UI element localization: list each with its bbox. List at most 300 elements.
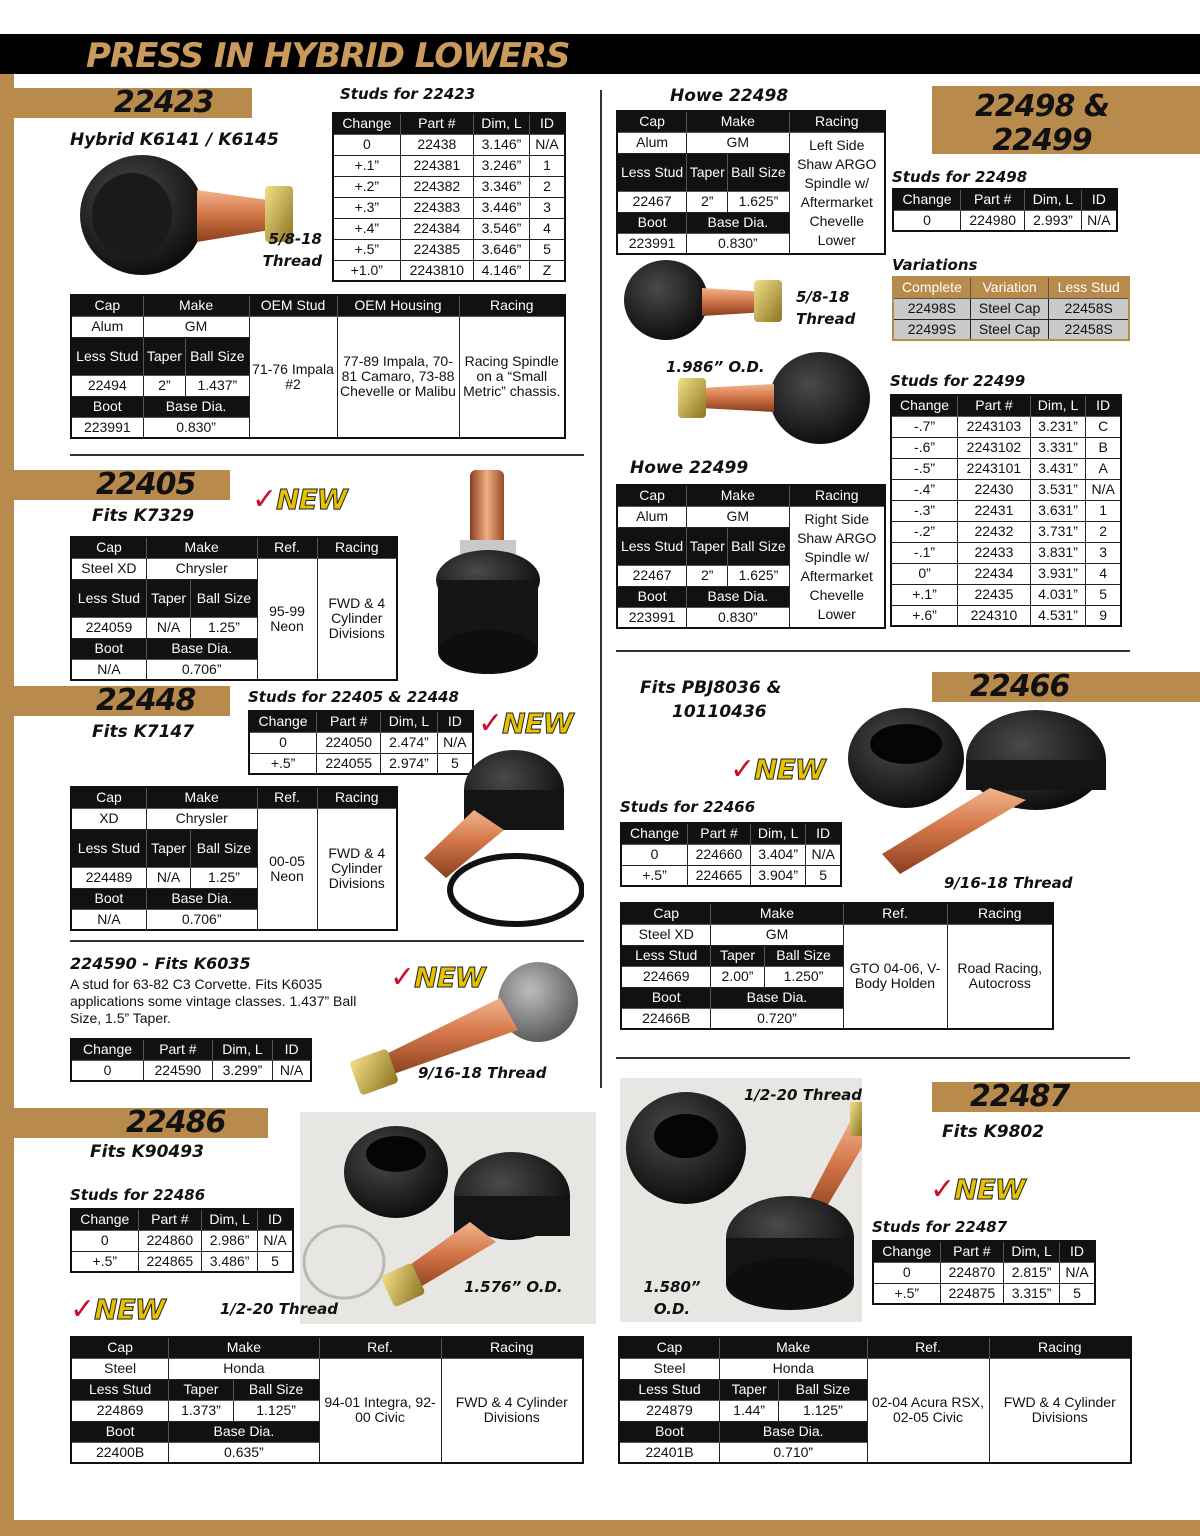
table-cell: 2.986” (202, 1230, 258, 1251)
product-fits: Fits K7147 (92, 722, 195, 742)
thread-label: 9/16-18 Thread (418, 1064, 547, 1082)
table-cell: 1.44” (719, 1400, 778, 1421)
table-cell: 3.231” (1030, 416, 1086, 437)
table-cell: 5 (529, 239, 565, 260)
col-header: Base Dia. (169, 1421, 319, 1442)
col-header: Variation (970, 277, 1049, 298)
table-cell: -.4” (891, 479, 958, 500)
spec-table-22486 (70, 1336, 584, 1464)
col-header: Ball Size (728, 527, 789, 565)
col-header: Change (71, 1039, 144, 1060)
col-header: Base Dia. (687, 586, 789, 607)
col-header: Taper (146, 829, 191, 867)
col-header: Ball Size (186, 337, 249, 375)
table-cell: 1.625” (728, 565, 789, 586)
table-cell: -.5” (891, 458, 958, 479)
col-header: Part # (144, 1039, 213, 1060)
product-number: 22486 (126, 1105, 226, 1140)
col-header: Cap (617, 111, 687, 132)
studs-table-22466 (620, 822, 842, 887)
table-cell: +.5” (621, 865, 687, 886)
table-cell: 3.731” (1030, 521, 1086, 542)
table-cell: 3.331” (1030, 437, 1086, 458)
col-header: Ref. (257, 537, 317, 558)
table-cell: 223991 (71, 417, 143, 438)
table-cell: 1.25” (191, 867, 257, 888)
product-number: 22487 (970, 1079, 1070, 1114)
col-header: Dim, L (381, 711, 437, 732)
thread-size: 5/8-18 (268, 230, 322, 248)
section-divider (616, 650, 1130, 652)
table-cell: 223991 (617, 233, 687, 254)
new-text: NEW (954, 1173, 1025, 1206)
racing-cell: FWD & 4 Cylinder Divisions (317, 558, 397, 680)
table-cell: 22466B (621, 1008, 711, 1029)
studs-table-22499 (890, 394, 1122, 627)
col-header: Make (169, 1337, 319, 1358)
section-divider (70, 940, 584, 942)
col-header: Racing (317, 787, 397, 808)
col-header: Less Stud (619, 1379, 719, 1400)
table-cell: 3.446” (473, 197, 529, 218)
table-cell: 2.474” (381, 732, 437, 753)
table-cell: 1.25” (191, 617, 257, 638)
table-cell: N/A (437, 732, 473, 753)
table-cell: 0.706” (146, 909, 257, 930)
table-cell: 224384 (400, 218, 473, 239)
table-cell: 3.646” (473, 239, 529, 260)
new-text: NEW (414, 961, 485, 994)
col-header: Cap (71, 787, 146, 808)
table-cell: 4.031” (1030, 584, 1086, 605)
ball-joint-image-22499 (670, 350, 880, 450)
col-header: Make (143, 295, 249, 316)
ball-joint-image-22405 (420, 470, 550, 680)
col-header: Dim, L (1004, 1241, 1060, 1262)
ref-cell: 94-01 Integra, 92-00 Civic (319, 1358, 441, 1463)
product-description: A stud for 63-82 C3 Corvette. Fits K6035 applications some vintage classes. 1.437” Ball Size, 1.5” Taper. (70, 976, 357, 1026)
col-header: ID (273, 1039, 311, 1060)
col-header: Ball Size (191, 579, 257, 617)
studs-title: Studs for 22423 (340, 85, 476, 103)
product-fits: Fits K9802 (942, 1122, 1045, 1142)
section-divider (70, 454, 584, 456)
table-cell: 3.146” (473, 134, 529, 155)
table-cell: 3.904” (750, 865, 805, 886)
table-cell: N/A (258, 1230, 293, 1251)
table-cell: 22434 (958, 563, 1031, 584)
ball-joint-image-22498 (618, 258, 798, 348)
howe-title: Howe 22499 (630, 458, 749, 478)
table-cell: 2” (143, 375, 186, 396)
studs-title: Studs for 22487 (872, 1218, 1008, 1236)
table-cell: 3.546” (473, 218, 529, 239)
table-cell: N/A (146, 867, 191, 888)
col-header: Boot (617, 586, 687, 607)
table-cell: Steel (71, 1358, 169, 1379)
table-cell: N/A (273, 1060, 311, 1081)
racing-cell: Left Side Shaw ARGO Spindle w/ Aftermarket Chevelle Lower (789, 132, 885, 254)
table-cell: +.5” (333, 239, 400, 260)
table-cell: 3 (1086, 542, 1121, 563)
table-cell: 2.974” (381, 753, 437, 774)
table-cell: 3.346” (473, 176, 529, 197)
table-cell: 224865 (138, 1251, 202, 1272)
table-cell: 22433 (958, 542, 1031, 563)
studs-title: Studs for 22466 (620, 798, 756, 816)
table-cell: 1 (1086, 500, 1121, 521)
table-cell: 0.706” (146, 659, 257, 680)
product-number-box (14, 467, 230, 502)
thread-label (260, 228, 322, 272)
col-header: Complete (893, 277, 970, 298)
table-cell: 9 (1086, 605, 1121, 626)
od-label: 1.576” O.D. (464, 1278, 563, 1296)
col-header: Boot (71, 638, 146, 659)
table-cell: 22467 (617, 565, 687, 586)
table-cell: 224381 (400, 155, 473, 176)
table-cell: 3.299” (212, 1060, 272, 1081)
table-cell: 224669 (621, 966, 711, 987)
col-header: Ref. (867, 1337, 989, 1358)
table-cell: -.3” (891, 500, 958, 521)
col-header: Dim, L (473, 113, 529, 134)
table-cell: 22432 (958, 521, 1031, 542)
spec-table-22499 (616, 484, 886, 629)
new-badge: ✓NEW (930, 1172, 1025, 1207)
product-fits: Fits K90493 (90, 1142, 204, 1162)
col-header: Base Dia. (143, 396, 249, 417)
table-cell: Honda (169, 1358, 319, 1379)
table-cell: 22400B (71, 1442, 169, 1463)
new-text: NEW (94, 1293, 165, 1326)
col-header: Dim, L (750, 823, 805, 844)
studs-table-22486 (70, 1208, 294, 1273)
table-cell: 2243810 (400, 260, 473, 281)
col-header: Ball Size (728, 153, 789, 191)
table-cell: 2.993” (1025, 210, 1081, 231)
col-header: Cap (617, 485, 687, 506)
howe-title: Howe 22498 (670, 86, 789, 106)
col-header: Taper (146, 579, 191, 617)
table-cell: 0 (621, 844, 687, 865)
col-header: Less Stud (621, 945, 711, 966)
col-header: Make (146, 537, 257, 558)
col-header: Base Dia. (146, 888, 257, 909)
table-cell: 4 (1086, 563, 1121, 584)
table-cell: 3.631” (1030, 500, 1086, 521)
table-cell: Steel XD (621, 924, 711, 945)
table-cell: N/A (529, 134, 565, 155)
table-cell: +.3” (333, 197, 400, 218)
table-cell: +.5” (873, 1283, 940, 1304)
table-cell: Steel XD (71, 558, 146, 579)
table-cell: Alum (617, 506, 687, 527)
col-header: ID (529, 113, 565, 134)
product-number-box (14, 1105, 268, 1140)
od-label: 1.986” O.D. (666, 358, 765, 376)
col-header: Cap (71, 1337, 169, 1358)
studs-table-224590 (70, 1038, 312, 1082)
table-cell: N/A (1086, 479, 1121, 500)
table-cell: 0 (71, 1060, 144, 1081)
table-cell: 1.625” (728, 191, 789, 212)
table-cell: 224382 (400, 176, 473, 197)
oem-housing-cell: 77-89 Impala, 70-81 Camaro, 73-88 Chevelle or Malibu (337, 316, 459, 438)
table-cell: 3.315” (1004, 1283, 1060, 1304)
table-cell: 5 (258, 1251, 293, 1272)
table-cell: 0” (891, 563, 958, 584)
od-word: O.D. (653, 1300, 691, 1318)
table-cell: N/A (806, 844, 841, 865)
col-header: Make (687, 485, 789, 506)
col-header: OEM Stud (249, 295, 337, 316)
table-cell: 22499S (893, 319, 970, 340)
col-header: Change (249, 711, 317, 732)
col-header: Change (621, 823, 687, 844)
table-cell: 22430 (958, 479, 1031, 500)
col-header: ID (258, 1209, 293, 1230)
product-number: 22423 (114, 85, 214, 120)
col-header: Dim, L (212, 1039, 272, 1060)
table-cell: 224875 (940, 1283, 1004, 1304)
new-badge: ✓NEW (730, 752, 825, 787)
col-header: Change (873, 1241, 940, 1262)
table-cell: Steel (619, 1358, 719, 1379)
col-header: Less Stud (71, 1379, 169, 1400)
table-cell: +.4” (333, 218, 400, 239)
col-header: Racing (441, 1337, 583, 1358)
studs-title: Studs for 22405 & 22448 (248, 688, 459, 706)
col-header: ID (437, 711, 473, 732)
col-header: Ref. (843, 903, 947, 924)
table-cell: N/A (71, 909, 146, 930)
product-number-box (14, 683, 230, 718)
table-cell: Alum (617, 132, 687, 153)
ref-cell: 95-99 Neon (257, 558, 317, 680)
col-header: Dim, L (202, 1209, 258, 1230)
oem-stud-cell: 71-76 Impala #2 (249, 316, 337, 438)
product-number-box (932, 86, 1200, 158)
new-badge: ✓NEW (390, 960, 485, 995)
table-cell: GM (687, 132, 789, 153)
table-cell: 2 (529, 176, 565, 197)
col-header: OEM Housing (337, 295, 459, 316)
table-cell: 224050 (317, 732, 381, 753)
table-cell: 224860 (138, 1230, 202, 1251)
table-cell: 224059 (71, 617, 146, 638)
table-cell: XD (71, 808, 146, 829)
col-header: Change (891, 395, 958, 416)
table-cell: 3.486” (202, 1251, 258, 1272)
table-cell: +.2” (333, 176, 400, 197)
thread-label: 1/2-20 Thread (220, 1300, 339, 1318)
table-cell: A (1086, 458, 1121, 479)
col-header: Less Stud (1049, 277, 1129, 298)
col-header: Change (333, 113, 400, 134)
col-header: Ball Size (191, 829, 257, 867)
col-header: Part # (317, 711, 381, 732)
col-header: Less Stud (71, 579, 146, 617)
table-cell: Chrysler (146, 558, 257, 579)
variations-table (892, 276, 1130, 341)
od-label (640, 1276, 704, 1320)
title-bar (0, 34, 1200, 74)
table-cell: 1.125” (779, 1400, 867, 1421)
product-number-box (14, 85, 252, 120)
product-fits (640, 676, 781, 724)
table-cell: 22458S (1049, 298, 1129, 319)
new-badge: ✓NEW (70, 1292, 165, 1327)
table-cell: 224660 (687, 844, 750, 865)
table-cell: -.2” (891, 521, 958, 542)
col-header: Base Dia. (687, 212, 789, 233)
table-cell: 0.720” (711, 1008, 843, 1029)
spec-table-22466 (620, 902, 1054, 1030)
col-header: Taper (687, 527, 728, 565)
col-header: Boot (619, 1421, 719, 1442)
thread-word: Thread (262, 252, 322, 270)
spec-table-22405 (70, 536, 398, 681)
table-cell: -.6” (891, 437, 958, 458)
col-header: Less Stud (617, 527, 687, 565)
col-header: Taper (719, 1379, 778, 1400)
thread-word: Thread (796, 310, 856, 328)
table-cell: +.6” (891, 605, 958, 626)
col-header: Ref. (319, 1337, 441, 1358)
col-header: Make (146, 787, 257, 808)
new-text: NEW (754, 753, 825, 786)
table-cell: 2243101 (958, 458, 1031, 479)
product-number: 22448 (96, 683, 196, 718)
product-fits: Hybrid K6141 / K6145 (70, 130, 279, 150)
table-cell: 224489 (71, 867, 146, 888)
table-cell: 3.531” (1030, 479, 1086, 500)
table-cell: Z (529, 260, 565, 281)
col-header: Part # (138, 1209, 202, 1230)
table-cell: 3.931” (1030, 563, 1086, 584)
table-cell: 224870 (940, 1262, 1004, 1283)
ball-joint-image-22466 (840, 704, 1130, 894)
table-cell: Steel Cap (970, 298, 1049, 319)
col-header: Ball Size (779, 1379, 867, 1400)
studs-table-22498 (892, 188, 1118, 232)
table-cell: -.7” (891, 416, 958, 437)
new-badge: ✓NEW (478, 706, 573, 741)
col-header: Part # (400, 113, 473, 134)
page-title: PRESS IN HYBRID LOWERS (86, 36, 570, 76)
table-cell: +.5” (249, 753, 317, 774)
table-cell: 0 (71, 1230, 138, 1251)
table-cell: N/A (146, 617, 191, 638)
spec-table-22498 (616, 110, 886, 255)
table-cell: 0 (873, 1262, 940, 1283)
table-cell: 0 (249, 732, 317, 753)
table-cell: 224665 (687, 865, 750, 886)
racing-cell: Road Racing, Autocross (947, 924, 1053, 1029)
table-cell: 22438 (400, 134, 473, 155)
col-header: ID (1081, 189, 1117, 210)
column-divider (600, 90, 602, 1088)
section-divider (616, 1057, 1130, 1059)
table-cell: 5 (437, 753, 473, 774)
table-cell: Honda (719, 1358, 867, 1379)
variations-title: Variations (892, 256, 978, 274)
table-cell: 22494 (71, 375, 143, 396)
ref-cell: 00-05 Neon (257, 808, 317, 930)
table-cell: N/A (1060, 1262, 1095, 1283)
table-cell: 4 (529, 218, 565, 239)
table-cell: 2243102 (958, 437, 1031, 458)
col-header: Boot (71, 396, 143, 417)
table-cell: 223991 (617, 607, 687, 628)
ball-joint-image-22448 (404, 740, 584, 930)
table-cell: GM (143, 316, 249, 337)
col-header: Part # (687, 823, 750, 844)
table-cell: 2 (1086, 521, 1121, 542)
table-cell: 22498S (893, 298, 970, 319)
table-cell: N/A (71, 659, 146, 680)
table-cell: 22435 (958, 584, 1031, 605)
table-cell: -.1” (891, 542, 958, 563)
col-header: Dim, L (1030, 395, 1086, 416)
studs-title: Studs for 22486 (70, 1186, 206, 1204)
table-cell: 2.00” (711, 966, 764, 987)
od-value: 1.580” (643, 1278, 701, 1296)
left-accent-stripe (0, 70, 14, 1536)
table-cell: 2.815” (1004, 1262, 1060, 1283)
col-header: Boot (71, 1421, 169, 1442)
racing-cell: Right Side Shaw ARGO Spindle w/ Aftermarket Chevelle Lower (789, 506, 885, 628)
spec-table-22448 (70, 786, 398, 931)
table-cell: 3 (529, 197, 565, 218)
col-header: Less Stud (71, 337, 143, 375)
table-cell: 2” (687, 191, 728, 212)
table-cell: 224383 (400, 197, 473, 218)
ref-cell: 02-04 Acura RSX, 02-05 Civic (867, 1358, 989, 1463)
col-header: ID (1086, 395, 1121, 416)
col-header: ID (1060, 1241, 1095, 1262)
col-header: Boot (617, 212, 687, 233)
col-header: Make (711, 903, 843, 924)
table-cell: 0.710” (719, 1442, 867, 1463)
col-header: Cap (71, 295, 143, 316)
col-header: Cap (619, 1337, 719, 1358)
table-cell: 3.431” (1030, 458, 1086, 479)
new-text: NEW (276, 483, 347, 516)
col-header: Make (719, 1337, 867, 1358)
col-header: Racing (947, 903, 1053, 924)
col-header: Ref. (257, 787, 317, 808)
table-cell: 4.146” (473, 260, 529, 281)
table-cell: 1 (529, 155, 565, 176)
studs-table-22487 (872, 1240, 1096, 1305)
studs-title: Studs for 22498 (892, 168, 1028, 186)
table-cell: 2” (687, 565, 728, 586)
table-cell: Chrysler (146, 808, 257, 829)
table-cell: 1.250” (764, 966, 843, 987)
table-cell: 0.830” (687, 607, 789, 628)
studs-table-22423 (332, 112, 566, 282)
table-cell: +1.0” (333, 260, 400, 281)
col-header: Ball Size (233, 1379, 319, 1400)
col-header: Less Stud (617, 153, 687, 191)
table-cell: Steel Cap (970, 319, 1049, 340)
col-header: Dim, L (1025, 189, 1081, 210)
thread-label (796, 286, 855, 330)
col-header: Taper (143, 337, 186, 375)
studs-title: Studs for 22499 (890, 372, 1026, 390)
